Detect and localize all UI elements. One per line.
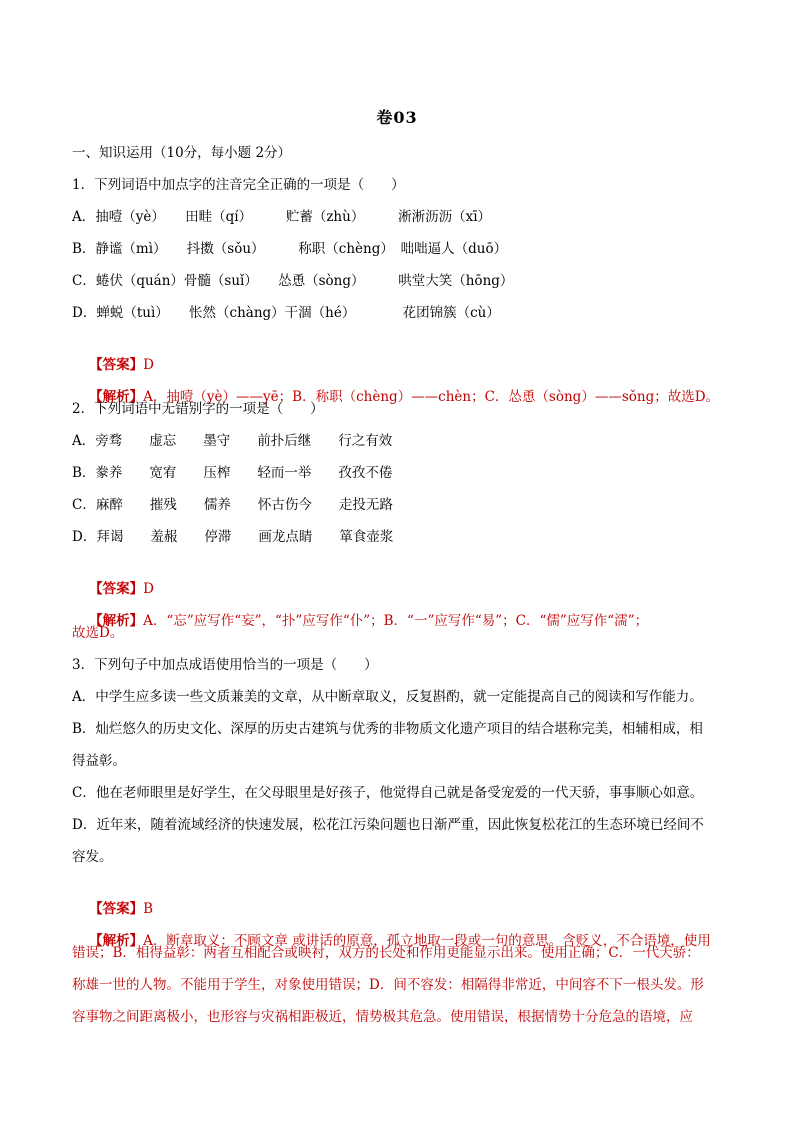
q3-option-a: A．中学生应多读一些文质兼美的文章，从中断章取义，反复斟酌，就一定能提高自己的阅读和写作能力。 <box>72 689 703 705</box>
section-heading: 一、知识运用（10分，每小题 2分） <box>72 145 292 161</box>
q3-option-b: B．灿烂悠久的历史文化、深厚的历史古建筑与优秀的非物质文化遗产项目的结合堪称完美，相辅相成，相 <box>72 721 703 737</box>
answer-tag: 【答案】 <box>89 901 144 917</box>
q3-option-b-cont: 得益彰。 <box>72 753 126 769</box>
q3-option-d: D．近年来，随着流域经济的快速发展，松花江污染问题也日渐严重，因此恢复松花江的生态环境已经间不 <box>72 817 704 833</box>
q2-analysis <box>72 591 648 651</box>
q3-analysis-line-4: 容事物之间距离极小，也形容与灾祸相距极近，情势极其危急。使用错误，根据情势十分危急的语境，应 <box>72 1009 693 1025</box>
q2-option-d: D．拜谒 羞赧 停滞 画龙点睛 箪食壶浆 <box>72 529 394 545</box>
analysis-text: A．断章取义：不顾文章 或讲话的原意，孤立地取一段或一句的意思。含贬义，不合语境，使用 <box>143 933 711 949</box>
answer-tag: 【答案】 <box>89 357 144 373</box>
q2-option-a: A．旁骛 虚忘 墨守 前扑后继 行之有效 <box>72 433 393 449</box>
q3-analysis-line-3: 称雄一世的人物。不能用于学生，对象使用错误；D．间不容发：相隔得非常近，中间容不下一根头发。形 <box>72 977 704 993</box>
q2-stem: 2．下列词语中无错别字的一项是（ ） <box>72 401 324 417</box>
answer-value: D <box>143 357 154 373</box>
answer-tag: 【答案】 <box>89 581 144 597</box>
q1-option-b: B．静谧（mì） 抖擞（sǒu） 称职（chèng） 咄咄逼人（duō） <box>72 241 508 257</box>
q1-stem: 1．下列词语中加点字的注音完全正确的一项是（ ） <box>72 177 405 193</box>
analysis-text: A．抽噎（yè）——yē；B．称职（chèng）——chèn；C．怂恿（sòng）——sǒng；故选D。 <box>143 389 720 405</box>
analysis-tag: 【解析】 <box>89 389 144 405</box>
q3-analysis-line-2: 错误；B．相得益彰：两者互相配合或映衬，双方的长处和作用更能显示出来。使用正确；C．一代天骄： <box>72 945 700 961</box>
answer-value: D <box>143 581 154 597</box>
q2-option-c: C．麻醉 摧残 儒养 怀古伤今 走投无路 <box>72 497 393 513</box>
analysis-tag: 【解析】 <box>89 933 144 949</box>
analysis-tag: 【解析】 <box>89 613 144 629</box>
analysis-text: A．“忘”应写作“妄”，“扑”应写作“仆”；B．“一”应写作“易”；C．“儒”应写作“濡”； <box>143 613 649 629</box>
page-title: 卷03 <box>376 108 418 127</box>
q3-stem: 3．下列句子中加点成语使用恰当的一项是（ ） <box>72 657 378 673</box>
q1-option-a: A．抽噎（yè） 田畦（qí） 贮蓄（zhù） 淅淅沥沥（xī） <box>72 209 492 225</box>
q2-analysis-cont: 故选D。 <box>72 625 124 641</box>
q1-option-d: D．蝉蜕（tuì） 怅然（chàng）干涸（hé） 花团锦簇（cù） <box>72 305 500 321</box>
q3-option-c: C．他在老师眼里是好学生，在父母眼里是好孩子，他觉得自己就是备受宠爱的一代天骄，事事顺心如意。 <box>72 785 704 801</box>
answer-value: B <box>143 901 154 917</box>
q3-option-d-cont: 容发。 <box>72 849 113 865</box>
q1-option-c: C．蜷伏（quán）骨髓（suǐ） 怂恿（sòng） 哄堂大笑（hōng） <box>72 273 514 289</box>
q2-option-b: B．豢养 宽宥 压榨 轻而一举 孜孜不倦 <box>72 465 393 481</box>
